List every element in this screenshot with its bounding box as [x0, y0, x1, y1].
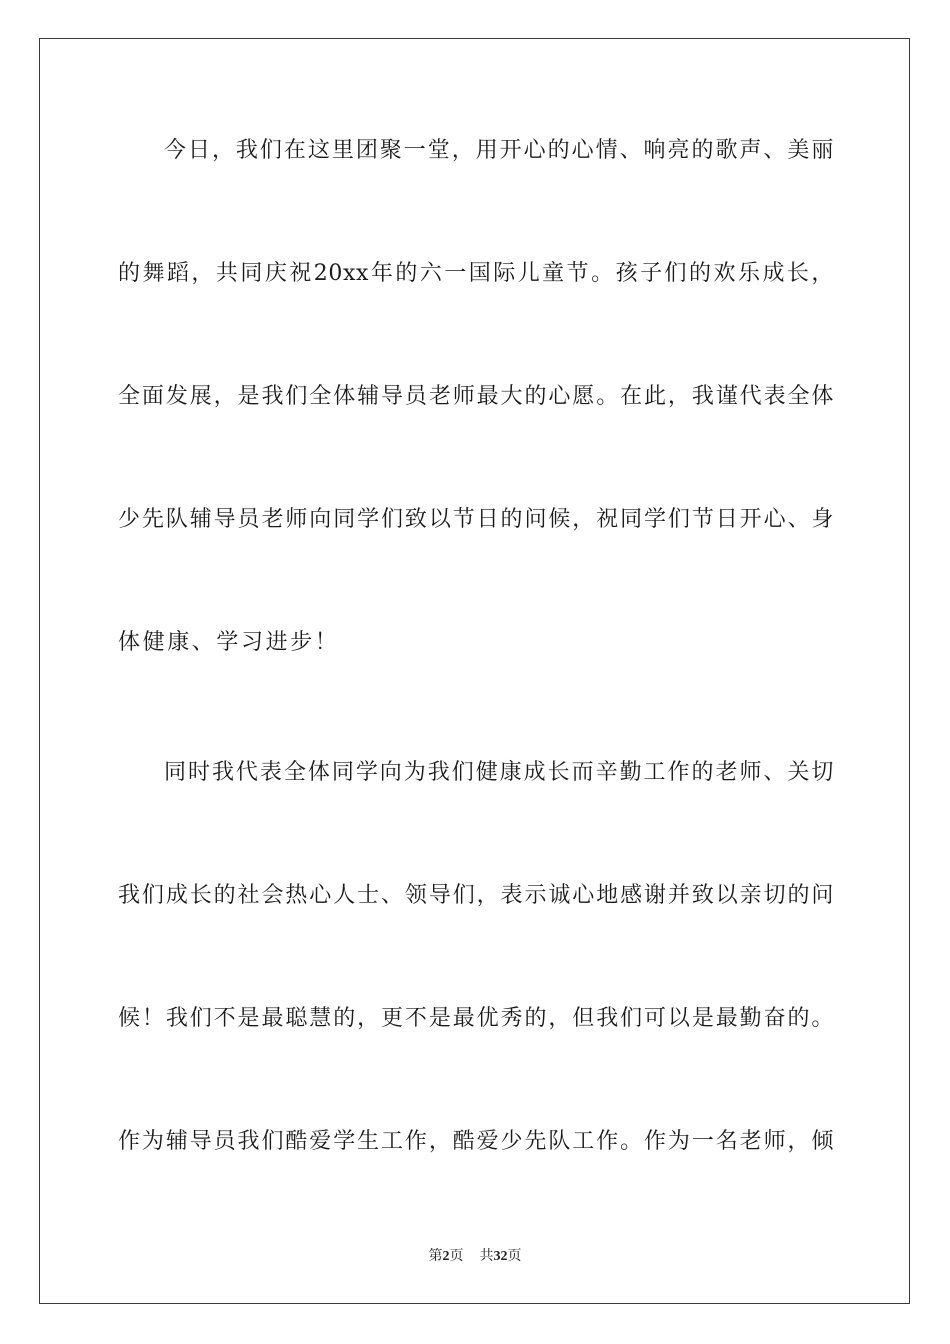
paragraph-2-line-3: 候！我们不是最聪慧的，更不是最优秀的，但我们可以是最勤奋的。: [118, 1006, 834, 1031]
paragraph-1-line-2: 的舞蹈，共同庆祝20xx年的六一国际儿童节。孩子们的欢乐成长，: [118, 261, 834, 286]
footer-total-pages: 32: [493, 1249, 508, 1264]
paragraph-2-line-2: 我们成长的社会热心人士、领导们，表示诚心地感谢并致以亲切的问: [118, 883, 834, 908]
paragraph-1-line-4: 少先队辅导员老师向同学们致以节日的问候，祝同学们节日开心、身: [118, 507, 834, 532]
page-border: [39, 38, 910, 1304]
page-footer: [0, 1247, 950, 1266]
paragraph-2-line-4: 作为辅导员我们酷爱学生工作，酷爱少先队工作。作为一名老师，倾: [118, 1129, 834, 1154]
footer-total-suffix: 页: [507, 1248, 522, 1264]
paragraph-1-line-1: 今日，我们在这里团聚一堂，用开心的心情、响亮的歌声、美丽: [164, 138, 834, 163]
footer-page-number: 2: [442, 1249, 450, 1264]
paragraph-1-line-5: 体健康、学习进步！: [118, 630, 340, 655]
footer-page-prefix: 第: [428, 1248, 443, 1264]
paragraph-1-line-3: 全面发展，是我们全体辅导员老师最大的心愿。在此，我谨代表全体: [118, 384, 834, 409]
paragraph-2-line-1: 同时我代表全体同学向为我们健康成长而辛勤工作的老师、关切: [164, 760, 834, 785]
footer-total-prefix: 共: [479, 1248, 494, 1264]
footer-page-suffix: 页: [449, 1248, 464, 1264]
